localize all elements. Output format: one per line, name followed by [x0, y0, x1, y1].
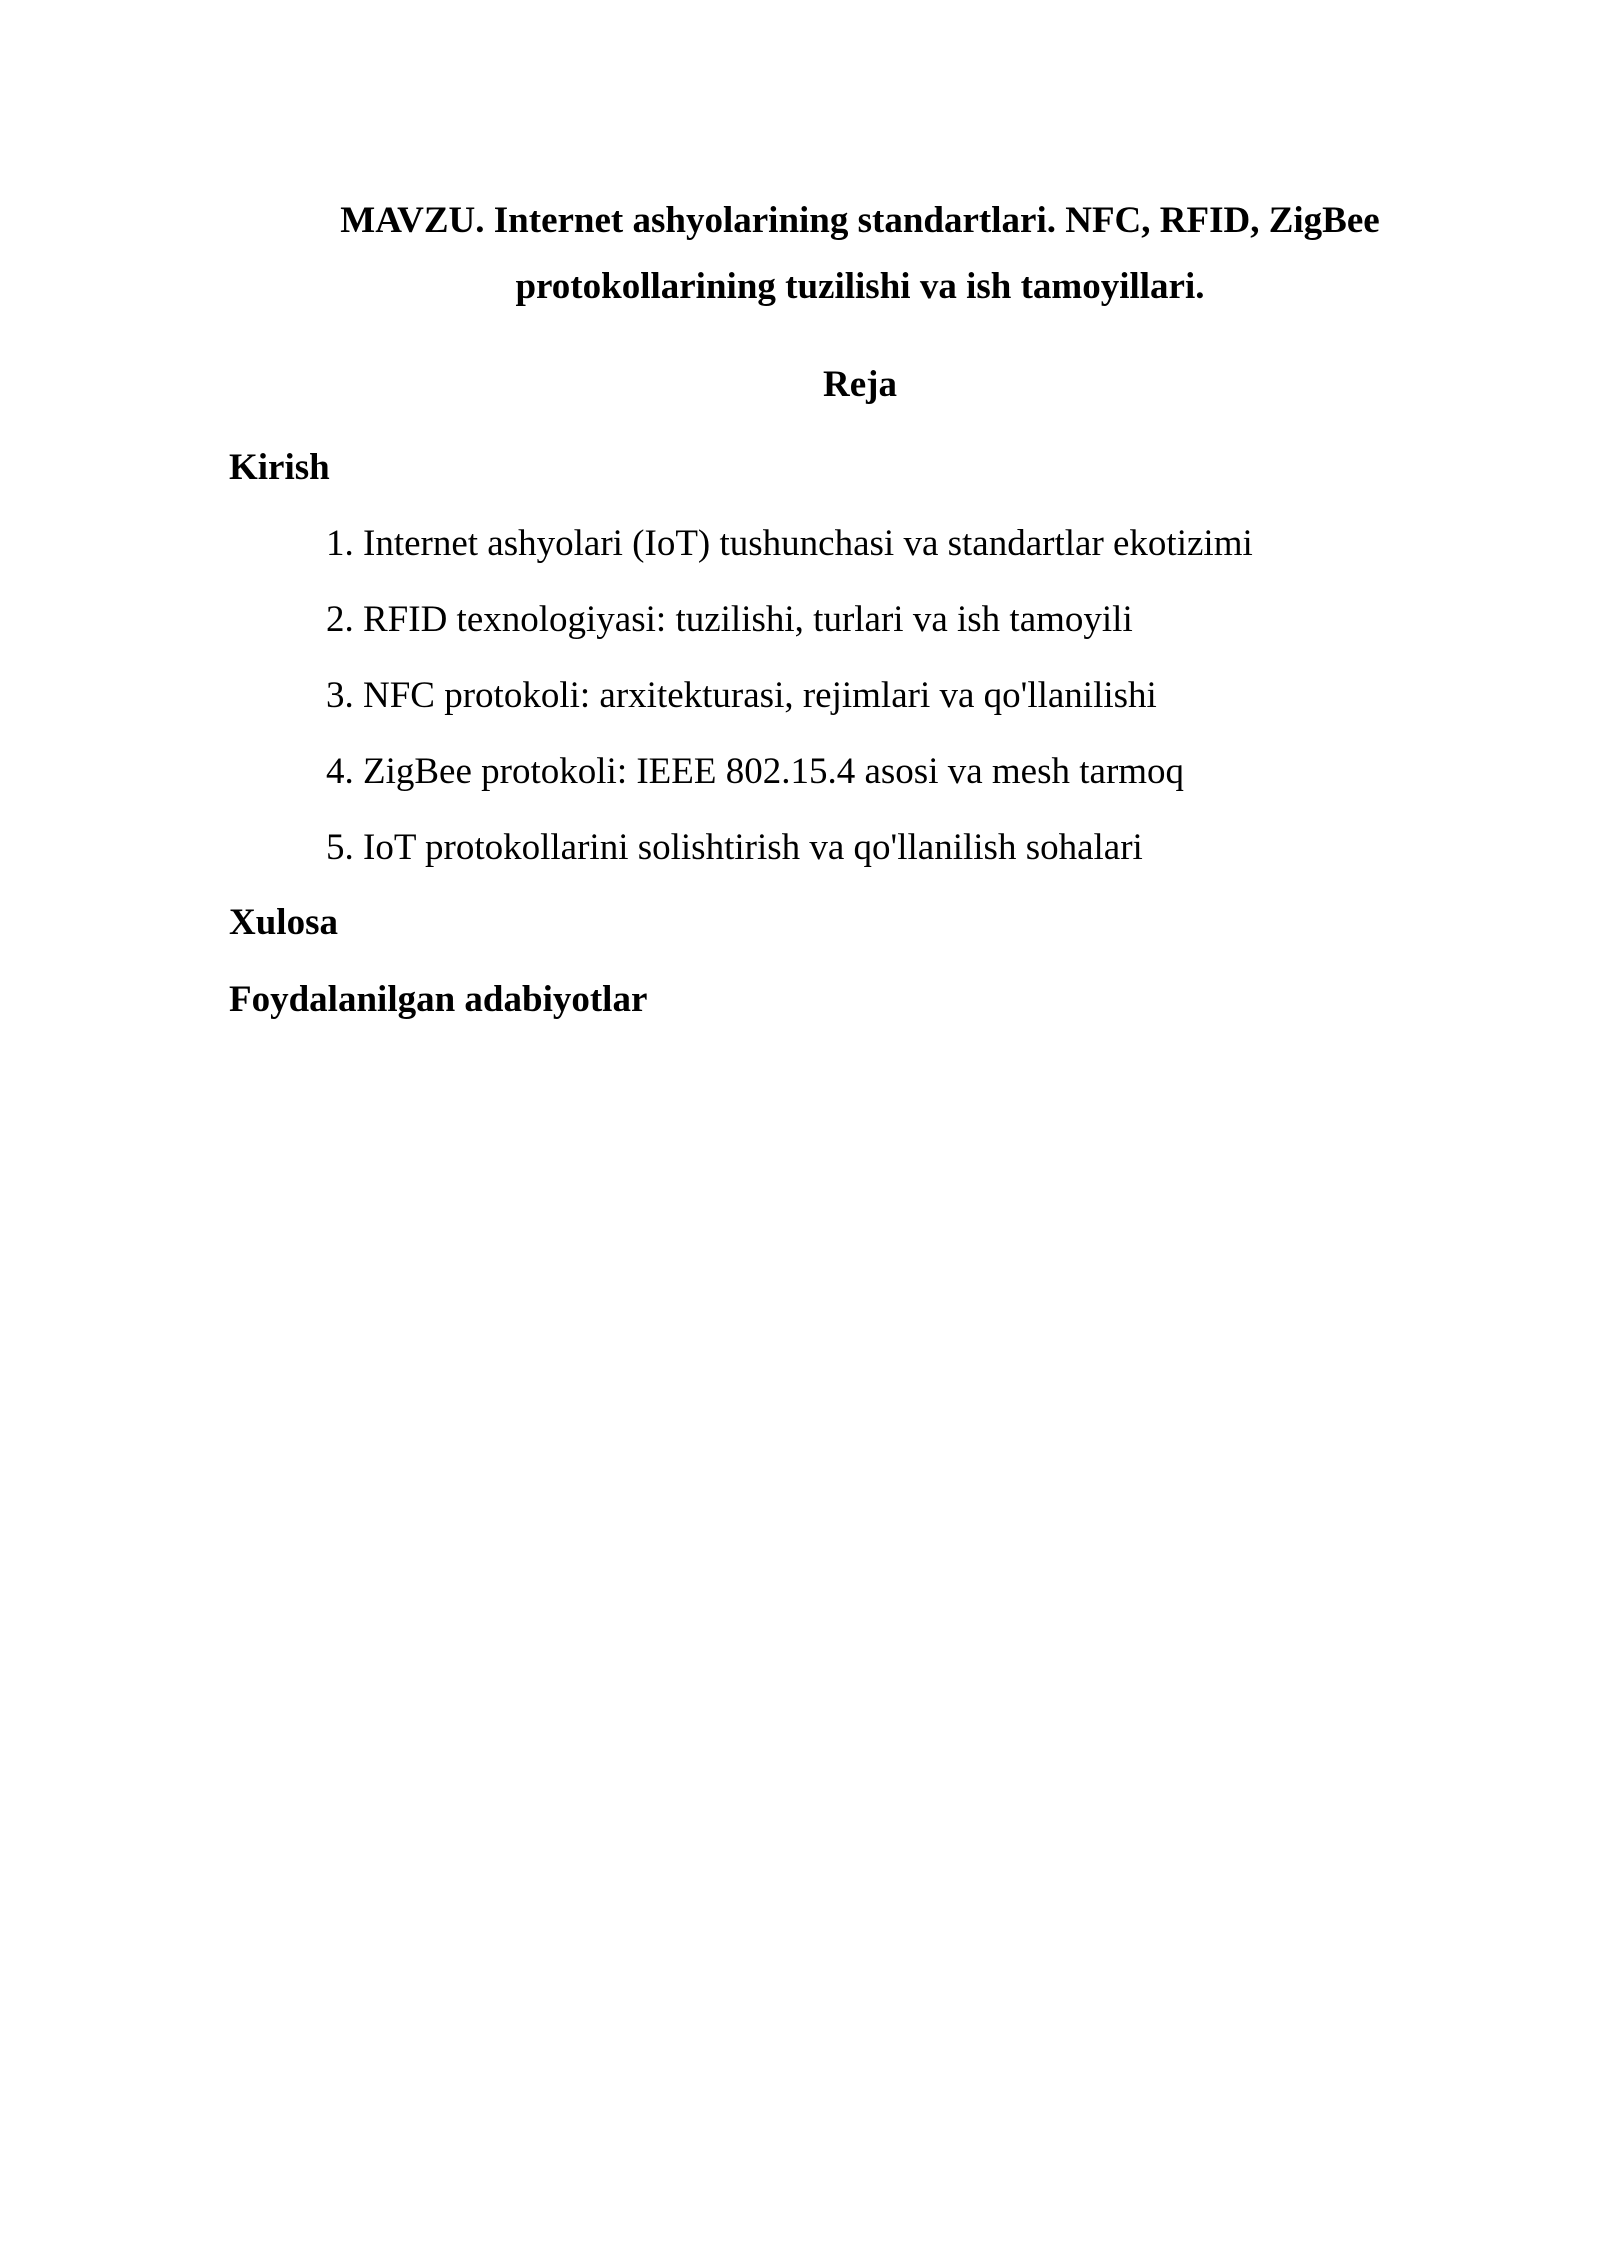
plan-item-2: 2. RFID texnologiyasi: tuzilishi, turlari va ish tamoyili	[326, 599, 1133, 640]
plan-list	[326, 518, 1253, 898]
title-line-1: MAVZU. Internet ashyolarining standartlari. NFC, RFID, ZigBee	[340, 200, 1380, 241]
plan-item-1: 1. Internet ashyolari (IoT) tushunchasi va standartlar ekotizimi	[326, 523, 1253, 564]
plan-item-5: 5. IoT protokollarini solishtirish va qo'llanilish sohalari	[326, 827, 1143, 868]
references-heading: Foydalanilgan adabiyotlar	[229, 979, 648, 1020]
plan-item-4: 4. ZigBee protokoli: IEEE 802.15.4 asosi va mesh tarmoq	[326, 751, 1185, 792]
conclusion-heading: Xulosa	[229, 902, 338, 943]
plan-item-3: 3. NFC protokoli: arxitekturasi, rejimlari va qo'llanilishi	[326, 675, 1157, 716]
plan-heading: Reja	[823, 364, 897, 405]
intro-heading: Kirish	[229, 447, 330, 488]
document-title	[300, 188, 1420, 320]
title-line-2: protokollarining tuzilishi va ish tamoyillari.	[515, 266, 1205, 307]
